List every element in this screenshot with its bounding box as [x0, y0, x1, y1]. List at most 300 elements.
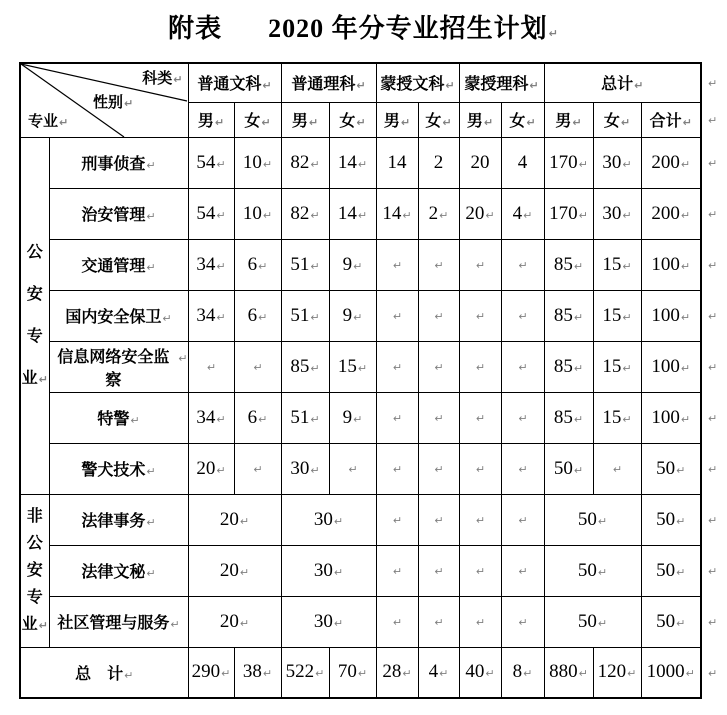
cell-content — [578, 611, 607, 633]
data-cell — [544, 290, 593, 341]
cell-content — [339, 108, 365, 131]
cell-value: 85 — [553, 253, 573, 275]
cell-content — [392, 565, 402, 578]
cell-label: 男 — [555, 113, 572, 130]
cell-value: 50 — [656, 610, 676, 632]
cell-end-mark: ↵ — [38, 372, 48, 386]
cell-end-mark: ↵ — [434, 513, 444, 527]
corner-label-gender-text: 性别 — [93, 94, 124, 111]
cell-content — [243, 661, 272, 683]
cell-end-mark: ↵ — [333, 514, 344, 528]
header-sub-cell — [641, 102, 701, 137]
cell-value: 14 — [337, 202, 357, 224]
cell-content — [651, 305, 690, 327]
major-label-cell — [49, 188, 188, 239]
data-cell — [459, 341, 501, 392]
cell-content — [347, 463, 357, 476]
cell-content — [475, 514, 485, 527]
cell-content — [598, 661, 637, 683]
cell-label: 社区管理与服务 — [57, 615, 170, 632]
cell-content — [475, 259, 485, 272]
cell-end-mark: ↵ — [518, 411, 528, 425]
cell-end-mark: ↵ — [634, 79, 644, 93]
cell-content — [578, 509, 607, 531]
cell-content — [248, 305, 268, 327]
cell-end-mark: ↵ — [518, 258, 528, 272]
data-cell — [418, 443, 459, 494]
major-label-cell — [49, 545, 188, 596]
table-row — [20, 341, 725, 392]
cell-end-mark: ↵ — [173, 73, 183, 86]
cell-end-mark: ↵ — [258, 412, 268, 426]
data-cell — [329, 341, 376, 392]
cell-end-mark: ↵ — [708, 564, 718, 578]
cell-end-mark: ↵ — [353, 412, 363, 426]
cell-content — [578, 560, 607, 582]
cell-content — [612, 463, 622, 476]
cell-end-mark: ↵ — [708, 156, 718, 170]
data-cell — [593, 239, 641, 290]
cell-content — [517, 616, 527, 629]
header-sub-cell — [501, 102, 544, 137]
data-cell — [641, 341, 701, 392]
major-label-cell — [49, 137, 188, 188]
data-cell — [281, 494, 376, 545]
cell-content — [434, 152, 444, 174]
cell-content — [243, 152, 272, 174]
row-end-mark — [701, 392, 725, 443]
cell-content — [465, 203, 494, 225]
cell-end-mark: ↵ — [262, 667, 273, 681]
cell-content — [651, 254, 690, 276]
cell-end-mark: ↵ — [680, 157, 691, 171]
cell-end-mark: ↵ — [216, 208, 226, 222]
cell-label: 合计 — [649, 113, 682, 130]
cell-content — [602, 356, 631, 378]
cell-content — [388, 152, 407, 174]
cell-end-mark: ↵ — [357, 667, 368, 681]
cell-content — [81, 508, 155, 531]
totals-data-cell — [544, 647, 593, 698]
cell-value: 34 — [196, 253, 216, 275]
data-cell — [501, 443, 544, 494]
data-cell — [234, 392, 281, 443]
cell-content — [554, 458, 583, 480]
cell-content — [338, 152, 367, 174]
cell-end-mark: ↵ — [239, 514, 250, 528]
data-cell — [329, 290, 376, 341]
cell-content — [464, 71, 538, 94]
cell-content — [433, 565, 443, 578]
cell-content — [243, 203, 272, 225]
cell-content — [433, 361, 443, 374]
cell-end-mark: ↵ — [356, 79, 366, 93]
cell-content — [602, 152, 631, 174]
cell-content — [429, 203, 449, 225]
data-cell — [329, 392, 376, 443]
cell-content — [513, 203, 533, 225]
cell-end-mark: ↵ — [310, 412, 320, 426]
cell-label: 蒙授理科 — [464, 76, 529, 94]
cell-end-mark: ↵ — [622, 412, 632, 426]
cell-content — [290, 407, 319, 429]
cell-end-mark: ↵ — [216, 412, 226, 426]
cell-content — [433, 463, 443, 476]
data-cell — [544, 494, 641, 545]
cell-label: 男 — [197, 113, 214, 130]
cell-content — [392, 463, 402, 476]
cell-end-mark: ↵ — [146, 261, 156, 274]
cell-value: 50 — [656, 457, 676, 479]
cell-content — [647, 661, 695, 683]
cell-content — [433, 412, 443, 425]
cell-value: 100 — [651, 406, 680, 428]
cell-value: 50 — [577, 610, 597, 632]
cell-end-mark: ↵ — [434, 411, 444, 425]
cell-content — [290, 458, 319, 480]
data-cell — [501, 392, 544, 443]
cell-end-mark: ↵ — [573, 361, 584, 375]
cell-label: 普通文科 — [197, 76, 262, 94]
header-group-5 — [544, 63, 701, 102]
cell-label: 总 计 — [75, 665, 124, 683]
data-cell — [188, 290, 234, 341]
cell-end-mark: ↵ — [392, 411, 403, 425]
cell-label: 治安管理 — [81, 207, 146, 224]
cell-content — [392, 310, 402, 323]
header-sub-cell — [418, 102, 459, 137]
cell-end-mark: ↵ — [353, 259, 363, 273]
cell-label: 国内安全保卫 — [65, 309, 162, 326]
cell-content — [517, 463, 527, 476]
cell-value: 30 — [290, 457, 310, 479]
data-cell — [544, 596, 641, 647]
cell-value: 170 — [549, 151, 578, 173]
cell-value: 15 — [602, 253, 622, 275]
cell-end-mark: ↵ — [597, 565, 608, 579]
cell-content — [517, 412, 527, 425]
cell-end-mark: ↵ — [708, 258, 718, 272]
cell-content — [81, 559, 155, 582]
cell-end-mark: ↵ — [310, 310, 320, 324]
cell-end-mark: ↵ — [708, 207, 718, 221]
data-cell — [593, 137, 641, 188]
data-cell — [281, 596, 376, 647]
cell-content — [604, 108, 630, 131]
totals-data-cell — [593, 647, 641, 698]
data-cell — [188, 239, 234, 290]
cell-value: 100 — [651, 253, 680, 275]
cell-value: 9 — [342, 253, 353, 275]
cell-content — [554, 254, 583, 276]
cell-end-mark: ↵ — [708, 309, 718, 323]
cell-end-mark: ↵ — [523, 208, 533, 222]
cell-end-mark: ↵ — [439, 667, 449, 681]
cell-value: 20 — [196, 457, 216, 479]
cell-end-mark: ↵ — [475, 615, 486, 629]
category-char: 专 — [26, 327, 43, 345]
header-sub-cell — [544, 102, 593, 137]
data-cell — [544, 545, 641, 596]
cell-content — [196, 203, 225, 225]
corner-label-major-text: 专业 — [28, 113, 59, 130]
cell-content — [602, 407, 631, 429]
data-cell — [234, 239, 281, 290]
cell-content — [475, 463, 485, 476]
row-end-mark — [701, 596, 725, 647]
cell-value: 30 — [313, 508, 333, 530]
cell-content — [314, 509, 343, 531]
cell-value: 4 — [512, 202, 523, 224]
cell-end-mark: ↵ — [578, 208, 588, 222]
row-end-mark — [701, 290, 725, 341]
data-cell — [234, 290, 281, 341]
cell-end-mark: ↵ — [685, 667, 695, 681]
cell-end-mark: ↵ — [445, 79, 455, 93]
data-cell — [544, 239, 593, 290]
cell-content — [343, 407, 363, 429]
data-cell — [544, 137, 593, 188]
cell-end-mark: ↵ — [573, 310, 584, 324]
cell-value: 38 — [242, 661, 262, 683]
cell-value: 50 — [553, 457, 573, 479]
cell-content — [602, 305, 631, 327]
cell-end-mark: ↵ — [353, 310, 363, 324]
cell-label: 女 — [339, 113, 356, 130]
data-cell — [418, 188, 459, 239]
cell-end-mark: ↵ — [676, 616, 686, 630]
cell-content — [343, 305, 363, 327]
data-cell — [501, 545, 544, 596]
cell-content — [382, 203, 411, 225]
cell-value: 20 — [219, 508, 239, 530]
cell-content — [471, 152, 490, 174]
cell-content — [338, 203, 367, 225]
cell-content — [392, 259, 402, 272]
data-cell — [641, 137, 701, 188]
cell-content — [220, 611, 249, 633]
cell-label: 男 — [291, 113, 308, 130]
table-row — [20, 443, 725, 494]
cell-end-mark: ↵ — [676, 565, 686, 579]
cell-end-mark: ↵ — [392, 513, 403, 527]
cell-label: 蒙授文科 — [380, 76, 445, 94]
row-end-mark — [701, 545, 725, 596]
data-cell — [459, 188, 501, 239]
row-end-mark — [701, 443, 725, 494]
cell-end-mark: ↵ — [170, 618, 180, 631]
cell-content — [601, 71, 643, 94]
cell-end-mark: ↵ — [682, 116, 692, 129]
data-cell — [329, 137, 376, 188]
data-cell — [234, 137, 281, 188]
header-sub-cell — [459, 102, 501, 137]
totals-data-cell — [418, 647, 459, 698]
cell-value: 15 — [602, 406, 622, 428]
data-cell — [641, 290, 701, 341]
cell-value: 85 — [553, 304, 573, 326]
cell-end-mark: ↵ — [612, 462, 623, 476]
data-cell — [281, 443, 329, 494]
cell-end-mark: ↵ — [333, 565, 344, 579]
category-vertical-label — [21, 509, 49, 633]
cell-content — [656, 560, 685, 582]
cell-end-mark: ↵ — [216, 157, 226, 171]
data-cell — [188, 341, 234, 392]
corner-cell — [20, 63, 188, 137]
cell-content — [220, 560, 249, 582]
data-cell — [544, 341, 593, 392]
cell-end-mark: ↵ — [475, 360, 486, 374]
cell-end-mark: ↵ — [518, 309, 528, 323]
cell-content — [392, 361, 402, 374]
cell-value: 6 — [247, 406, 258, 428]
cell-value: 200 — [651, 202, 680, 224]
data-cell — [281, 341, 329, 392]
cell-end-mark: ↵ — [124, 97, 134, 110]
cell-value: 34 — [196, 406, 216, 428]
cell-end-mark: ↵ — [622, 208, 632, 222]
cell-end-mark: ↵ — [680, 310, 691, 324]
cell-value: 14 — [382, 202, 402, 224]
cell-end-mark: ↵ — [146, 159, 156, 172]
cell-content — [196, 305, 225, 327]
cell-value: 30 — [313, 559, 333, 581]
cell-end-mark: ↵ — [578, 667, 588, 681]
cell-value: 20 — [219, 610, 239, 632]
cell-end-mark: ↵ — [434, 258, 444, 272]
cell-end-mark: ↵ — [392, 615, 403, 629]
data-cell — [376, 188, 418, 239]
data-cell — [281, 239, 329, 290]
cell-content — [475, 310, 485, 323]
cell-content — [220, 509, 249, 531]
title-prefix: 附表 — [168, 14, 223, 43]
data-cell — [188, 443, 234, 494]
table-row — [20, 596, 725, 647]
data-cell — [418, 545, 459, 596]
cell-content — [651, 407, 690, 429]
cell-content — [196, 254, 225, 276]
data-cell — [641, 392, 701, 443]
cell-end-mark: ↵ — [434, 360, 444, 374]
category-char: 安 — [26, 561, 43, 579]
cell-end-mark: ↵ — [262, 79, 272, 93]
cell-end-mark: ↵ — [475, 564, 486, 578]
major-label-cell — [49, 290, 188, 341]
totals-data-cell — [641, 647, 701, 698]
cell-value: 200 — [651, 151, 680, 173]
data-cell — [459, 239, 501, 290]
cell-end-mark: ↵ — [38, 618, 48, 632]
cell-end-mark: ↵ — [434, 309, 444, 323]
cell-content — [380, 71, 454, 94]
cell-value: 54 — [196, 202, 216, 224]
cell-end-mark: ↵ — [680, 259, 691, 273]
data-cell — [418, 239, 459, 290]
data-cell — [234, 341, 281, 392]
cell-end-mark: ↵ — [258, 259, 268, 273]
totals-data-cell — [376, 647, 418, 698]
data-cell — [281, 290, 329, 341]
data-cell — [376, 494, 418, 545]
data-cell — [501, 188, 544, 239]
table-row — [20, 545, 725, 596]
paragraph-mark: ↵ — [548, 27, 559, 40]
cell-end-mark: ↵ — [434, 564, 444, 578]
cell-end-mark: ↵ — [475, 411, 486, 425]
cell-end-mark: ↵ — [216, 259, 226, 273]
cell-content — [651, 152, 690, 174]
data-cell — [376, 443, 418, 494]
cell-end-mark: ↵ — [572, 116, 582, 129]
cell-end-mark: ↵ — [357, 361, 368, 375]
cell-content — [433, 616, 443, 629]
cell-value: 20 — [465, 202, 485, 224]
cell-end-mark: ↵ — [130, 414, 140, 427]
data-cell — [593, 188, 641, 239]
cell-end-mark: ↵ — [518, 462, 528, 476]
cell-value: 20 — [219, 559, 239, 581]
cell-content — [602, 203, 631, 225]
cell-end-mark: ↵ — [627, 667, 637, 681]
totals-label-cell — [20, 647, 188, 698]
data-cell — [281, 545, 376, 596]
cell-content — [651, 203, 690, 225]
cell-content — [517, 310, 527, 323]
cell-end-mark: ↵ — [708, 411, 718, 425]
cell-content — [433, 259, 443, 272]
cell-value: 28 — [382, 661, 402, 683]
cell-content — [650, 108, 692, 131]
cell-content — [554, 356, 583, 378]
row-end-mark — [701, 494, 725, 545]
cell-value: 14 — [337, 151, 357, 173]
cell-content — [338, 356, 367, 378]
row-end-mark — [701, 102, 725, 137]
cell-label: 男 — [383, 113, 400, 130]
cell-content — [196, 458, 225, 480]
data-cell — [188, 188, 234, 239]
totals-data-cell — [501, 647, 544, 698]
cell-content — [656, 458, 685, 480]
row-end-mark — [701, 188, 725, 239]
header-sub-cell — [234, 102, 281, 137]
cell-content — [517, 514, 527, 527]
data-cell — [459, 290, 501, 341]
cell-content — [314, 560, 343, 582]
cell-content — [433, 514, 443, 527]
cell-end-mark: ↵ — [216, 310, 226, 324]
cell-end-mark: ↵ — [676, 463, 686, 477]
cell-end-mark: ↵ — [310, 463, 320, 477]
corner-label-subject-type-text: 科类 — [142, 70, 173, 87]
cell-end-mark: ↵ — [178, 351, 188, 365]
cell-content — [392, 412, 402, 425]
cell-value: 85 — [290, 355, 310, 377]
data-cell — [188, 545, 281, 596]
data-cell — [459, 137, 501, 188]
cell-end-mark: ↵ — [392, 564, 403, 578]
cell-content — [513, 661, 533, 683]
cell-value: 8 — [512, 661, 523, 683]
category-char: 非 — [26, 507, 43, 525]
data-cell — [593, 341, 641, 392]
cell-end-mark: ↵ — [680, 412, 691, 426]
cell-value: 85 — [553, 406, 573, 428]
cell-label: 女 — [603, 113, 620, 130]
table-row — [20, 290, 725, 341]
